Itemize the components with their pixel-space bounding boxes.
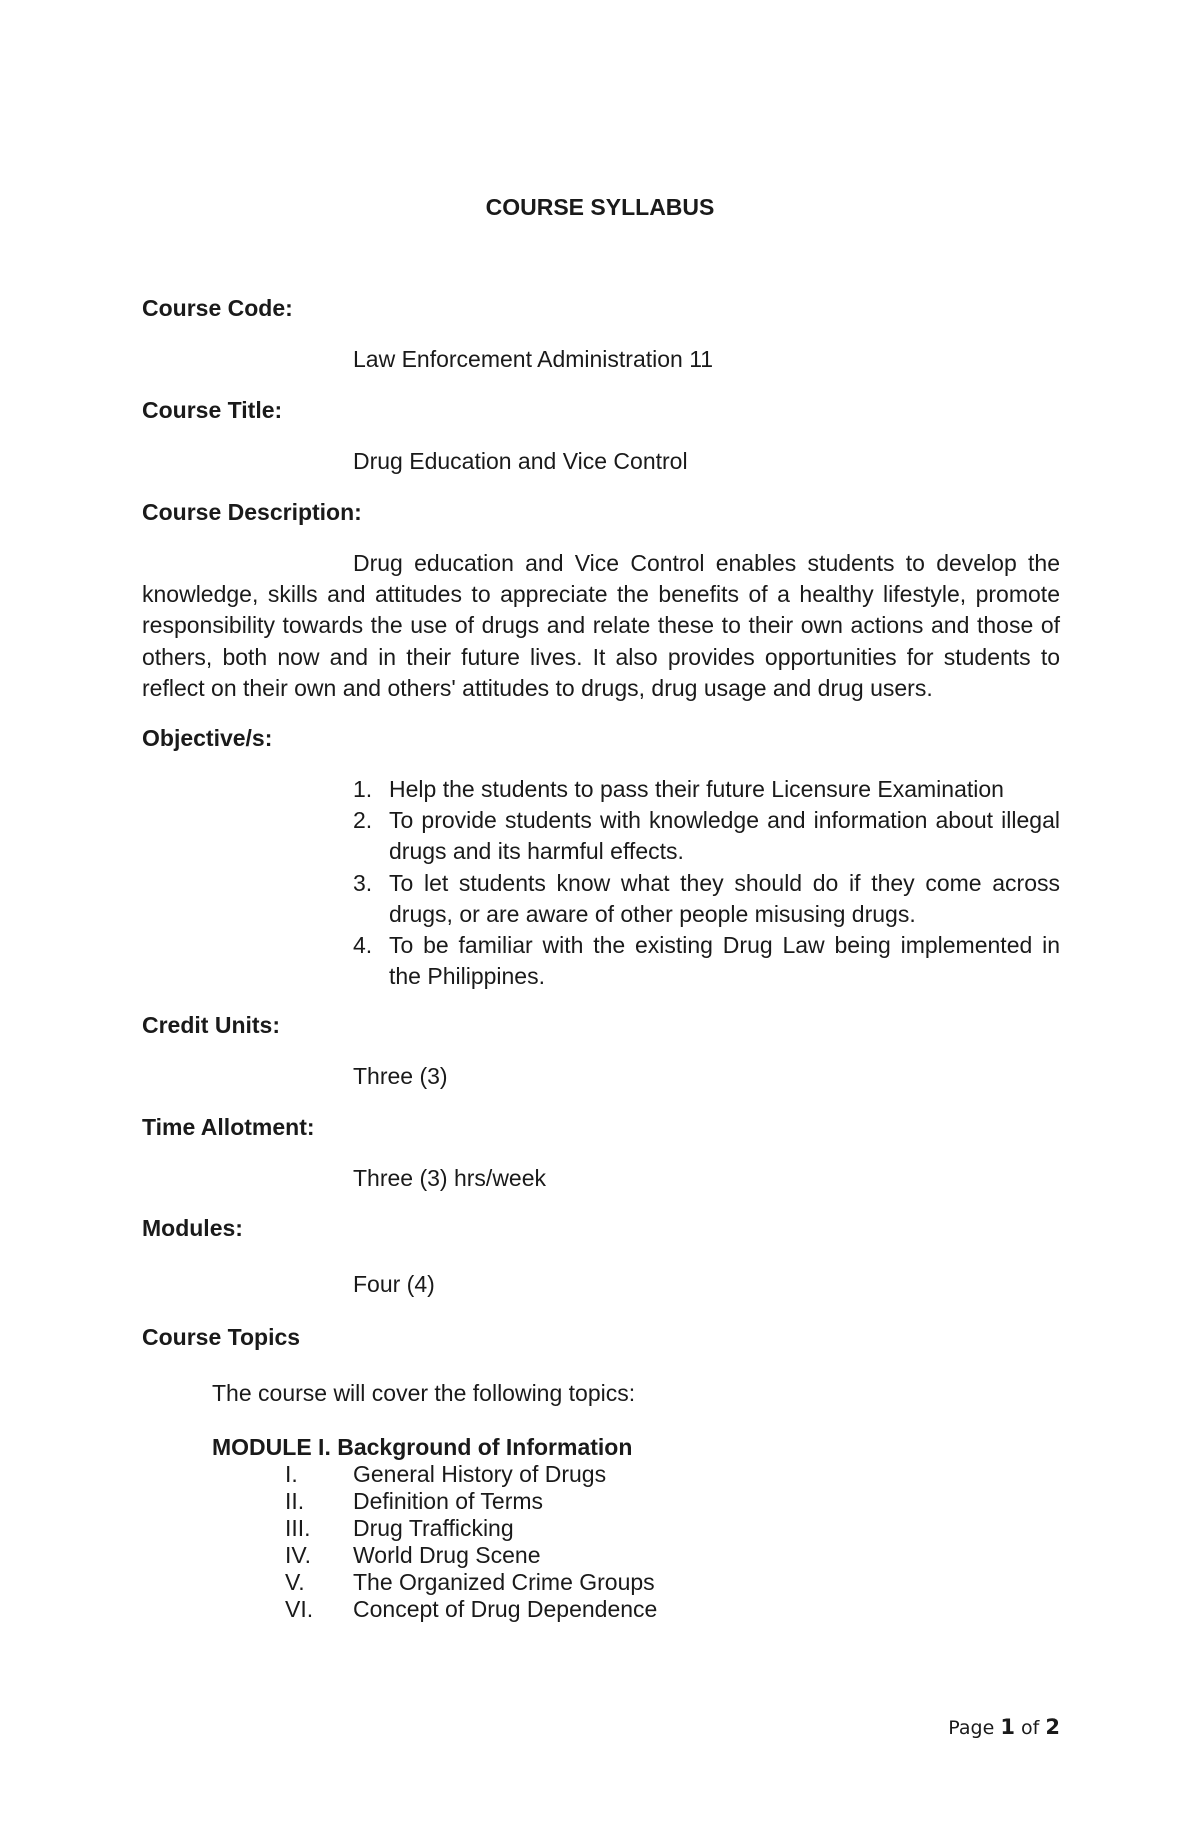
topic-number: II. (285, 1488, 305, 1514)
topic-text: General History of Drugs (353, 1461, 607, 1487)
credit-units-value: Three (3) (353, 1063, 448, 1089)
objective-number: 4. (353, 932, 373, 959)
objective-item (353, 805, 1060, 867)
topic-number: VI. (285, 1596, 314, 1622)
objectives-label: Objective/s: (142, 725, 273, 751)
course-code-value: Law Enforcement Administration 11 (353, 346, 714, 372)
credit-units-label: Credit Units: (142, 1012, 280, 1038)
time-allotment-value: Three (3) hrs/week (353, 1165, 547, 1191)
topic-number: III. (285, 1515, 311, 1541)
objective-number: 2. (353, 807, 373, 834)
topic-number: I. (285, 1461, 298, 1487)
time-allotment-label: Time Allotment: (142, 1114, 315, 1140)
topic-number: V. (285, 1569, 305, 1595)
course-description-label: Course Description: (142, 499, 362, 525)
total-pages: 2 (1045, 1715, 1060, 1739)
objective-item (353, 930, 1060, 992)
page-word: Page (948, 1717, 995, 1739)
course-code-label: Course Code: (142, 295, 293, 321)
topic-text: World Drug Scene (353, 1542, 541, 1568)
course-title-label: Course Title: (142, 397, 283, 423)
of-word: of (1021, 1717, 1040, 1739)
topic-text: Drug Trafficking (353, 1515, 514, 1541)
topic-number: IV. (285, 1542, 312, 1568)
objective-item (353, 774, 1060, 805)
current-page: 1 (1000, 1715, 1015, 1739)
objective-number: 1. (353, 776, 373, 802)
objective-text: Help the students to pass their future Licensure Examination (389, 776, 1004, 802)
modules-label: Modules: (142, 1215, 243, 1241)
course-description-body: Drug education and Vice Control enables students to develop the knowledge, skills and attitudes to appreciate the benefits of a healthy lifestyle, promote responsibility towards the use of drugs and relate these to their own actions and those of others, both now and in their future lives. It also provides opportunities for students to reflect on their own and others' attitudes to drugs, drug usage and drug users. (142, 550, 1060, 701)
objective-text: To provide students with knowledge and information about illegal drugs and its harmful effects. (389, 807, 1060, 865)
course-title-value: Drug Education and Vice Control (353, 448, 688, 474)
objective-text: To be familiar with the existing Drug Law being implemented in the Philippines. (389, 932, 1060, 990)
course-topics-label: Course Topics (142, 1324, 301, 1350)
objective-number: 3. (353, 869, 373, 896)
topic-text: The Organized Crime Groups (353, 1569, 655, 1595)
topic-text: Concept of Drug Dependence (353, 1596, 658, 1622)
document-title: COURSE SYLLABUS (485, 194, 715, 220)
topic-text: Definition of Terms (353, 1488, 544, 1514)
objectives-list (353, 774, 1060, 992)
modules-value: Four (4) (353, 1271, 435, 1297)
objective-text: To let students know what they should do if they come across drugs, or are aware of other people misusing drugs. (389, 869, 1060, 927)
course-topics-intro: The course will cover the following topics: (212, 1380, 636, 1406)
course-description-text (142, 548, 1060, 704)
objective-item (353, 868, 1060, 930)
page-number-footer (948, 1715, 1060, 1739)
module-title: MODULE I. Background of Information (212, 1434, 633, 1460)
